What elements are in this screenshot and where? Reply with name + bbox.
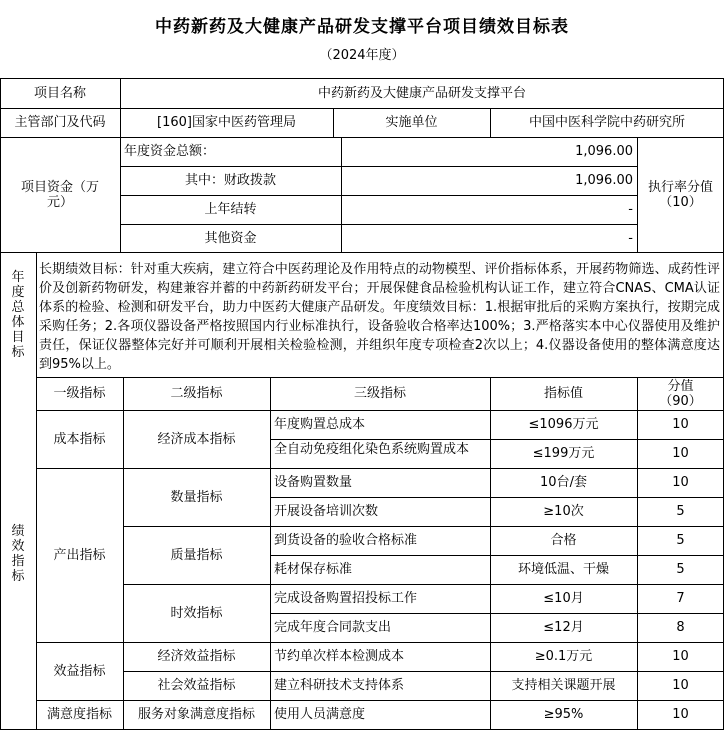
subgroup-timeliness: 时效指标 xyxy=(170,605,223,621)
header-score: 分值（90） xyxy=(659,378,702,409)
dept-label: 主管部门及代码 xyxy=(14,115,106,130)
subgroup-quality: 质量指标 xyxy=(170,547,223,563)
funds-carryover-label: 上年结转 xyxy=(204,202,257,217)
impl-value: 中国中医科学院中药研究所 xyxy=(528,115,685,130)
indicator-score: 5 xyxy=(676,504,685,519)
indicator-score: 10 xyxy=(672,707,689,722)
funds-total-label: 年度资金总额： xyxy=(124,144,216,159)
funds-other-label: 其他资金 xyxy=(204,230,257,246)
indicator-value: 支持相关课题开展 xyxy=(511,678,616,693)
indicator-value: 环境低温、干燥 xyxy=(517,562,609,577)
indicator-name: 年度购置总成本 xyxy=(274,417,366,432)
group-satisfaction: 满意度指标 xyxy=(46,707,112,722)
subgroup-economic-cost: 经济成本指标 xyxy=(157,431,236,447)
group-cost: 成本指标 xyxy=(53,431,106,447)
indicator-score: 10 xyxy=(672,417,689,432)
indicator-value: ≤10月 xyxy=(543,591,584,606)
subgroup-service-satisfaction: 服务对象满意度指标 xyxy=(137,707,255,722)
indicator-score: 8 xyxy=(676,620,685,635)
indicator-name: 建立科研技术支持体系 xyxy=(274,678,405,693)
project-name-label: 项目名称 xyxy=(33,85,86,101)
page-title: 中药新药及大健康产品研发支撑平台项目绩效目标表 xyxy=(155,17,569,37)
indicator-name: 使用人员满意度 xyxy=(274,707,366,722)
exec-rate-label: 执行率分值（10） xyxy=(647,179,713,210)
indicator-name: 全自动免疫组化染色系统购置成本 xyxy=(274,442,470,457)
indicator-score: 5 xyxy=(676,562,685,577)
year-subtitle: （2024年度） xyxy=(319,48,405,63)
indicator-value: 10台/套 xyxy=(540,475,587,490)
indicator-name: 设备购置数量 xyxy=(274,475,353,490)
subgroup-economic-benefit: 经济效益指标 xyxy=(157,649,236,664)
indicator-name: 节约单次样本检测成本 xyxy=(274,649,405,664)
funds-carryover-value: - xyxy=(628,202,633,217)
indicator-value: ≥95% xyxy=(543,707,584,722)
indicator-name: 耗材保存标准 xyxy=(274,562,353,577)
indicator-score: 10 xyxy=(672,649,689,664)
subgroup-social-benefit: 社会效益指标 xyxy=(157,678,236,693)
goals-text: 长期绩效目标：针对重大疾病，建立符合中医药理论及作用特点的动物模型、评价指标体系，开展药物筛选、成药性评价及创新药物研发，构建兼容并蓄的中药新药研发平台；开展保健食品检验机构认证工作，建立符合CNAS、CMA认证体系的检验、检测和研发平台，助力中医药大健康产品研发。年度绩效目标：1.根据审批后的采购方案执行，按期完成采购任务；2.各项仪器设备严格按照国内行业标准执行，设备验收合格率达100%；3.严格落实本中心仪器使用及维护责任，保证仪器整体完好并可顺利开展相关检验检测，并组织年度专项检查2次以上；4.仪器设备使用的整体满意度达到95%以上。 xyxy=(39,262,720,372)
indicator-name: 开展设备培训次数 xyxy=(274,504,379,519)
indicator-value: 合格 xyxy=(550,533,577,548)
indicator-name: 完成设备购置招投标工作 xyxy=(274,591,418,606)
indicator-name: 完成年度合同款支出 xyxy=(274,620,392,635)
header-level3: 三级指标 xyxy=(353,386,406,401)
indicators-section-label: 绩效指标 xyxy=(11,523,25,584)
header-value: 指标值 xyxy=(543,386,583,401)
indicator-value: ≤199万元 xyxy=(532,446,595,461)
funds-fiscal-label: 其中：财政拨款 xyxy=(184,173,276,188)
header-level1: 一级指标 xyxy=(53,386,106,401)
project-name-value: 中药新药及大健康产品研发支撑平台 xyxy=(317,85,526,101)
indicator-value: ≥10次 xyxy=(543,504,584,519)
indicator-value: ≤12月 xyxy=(543,620,584,635)
impl-label: 实施单位 xyxy=(385,115,438,130)
indicator-name: 到货设备的验收合格标准 xyxy=(274,533,418,548)
subgroup-quantity: 数量指标 xyxy=(170,489,223,505)
funds-fiscal-value: 1,096.00 xyxy=(575,173,633,188)
indicator-score: 10 xyxy=(672,678,689,693)
indicator-score: 10 xyxy=(672,475,689,490)
indicator-score: 7 xyxy=(676,591,685,606)
funds-total-value: 1,096.00 xyxy=(575,144,633,159)
dept-value: [160]国家中医药管理局 xyxy=(157,115,296,130)
indicator-value: ≥0.1万元 xyxy=(534,649,593,664)
indicator-value: ≤1096万元 xyxy=(528,417,599,432)
group-output: 产出指标 xyxy=(53,547,106,563)
goals-label: 年度总体目标 xyxy=(11,269,25,360)
header-level2: 二级指标 xyxy=(170,386,223,401)
indicator-score: 10 xyxy=(672,446,689,461)
funds-other-value: - xyxy=(628,230,633,246)
indicator-score: 5 xyxy=(676,533,685,548)
funds-label: 项目资金（万元） xyxy=(20,179,99,210)
group-benefit: 效益指标 xyxy=(53,663,106,679)
